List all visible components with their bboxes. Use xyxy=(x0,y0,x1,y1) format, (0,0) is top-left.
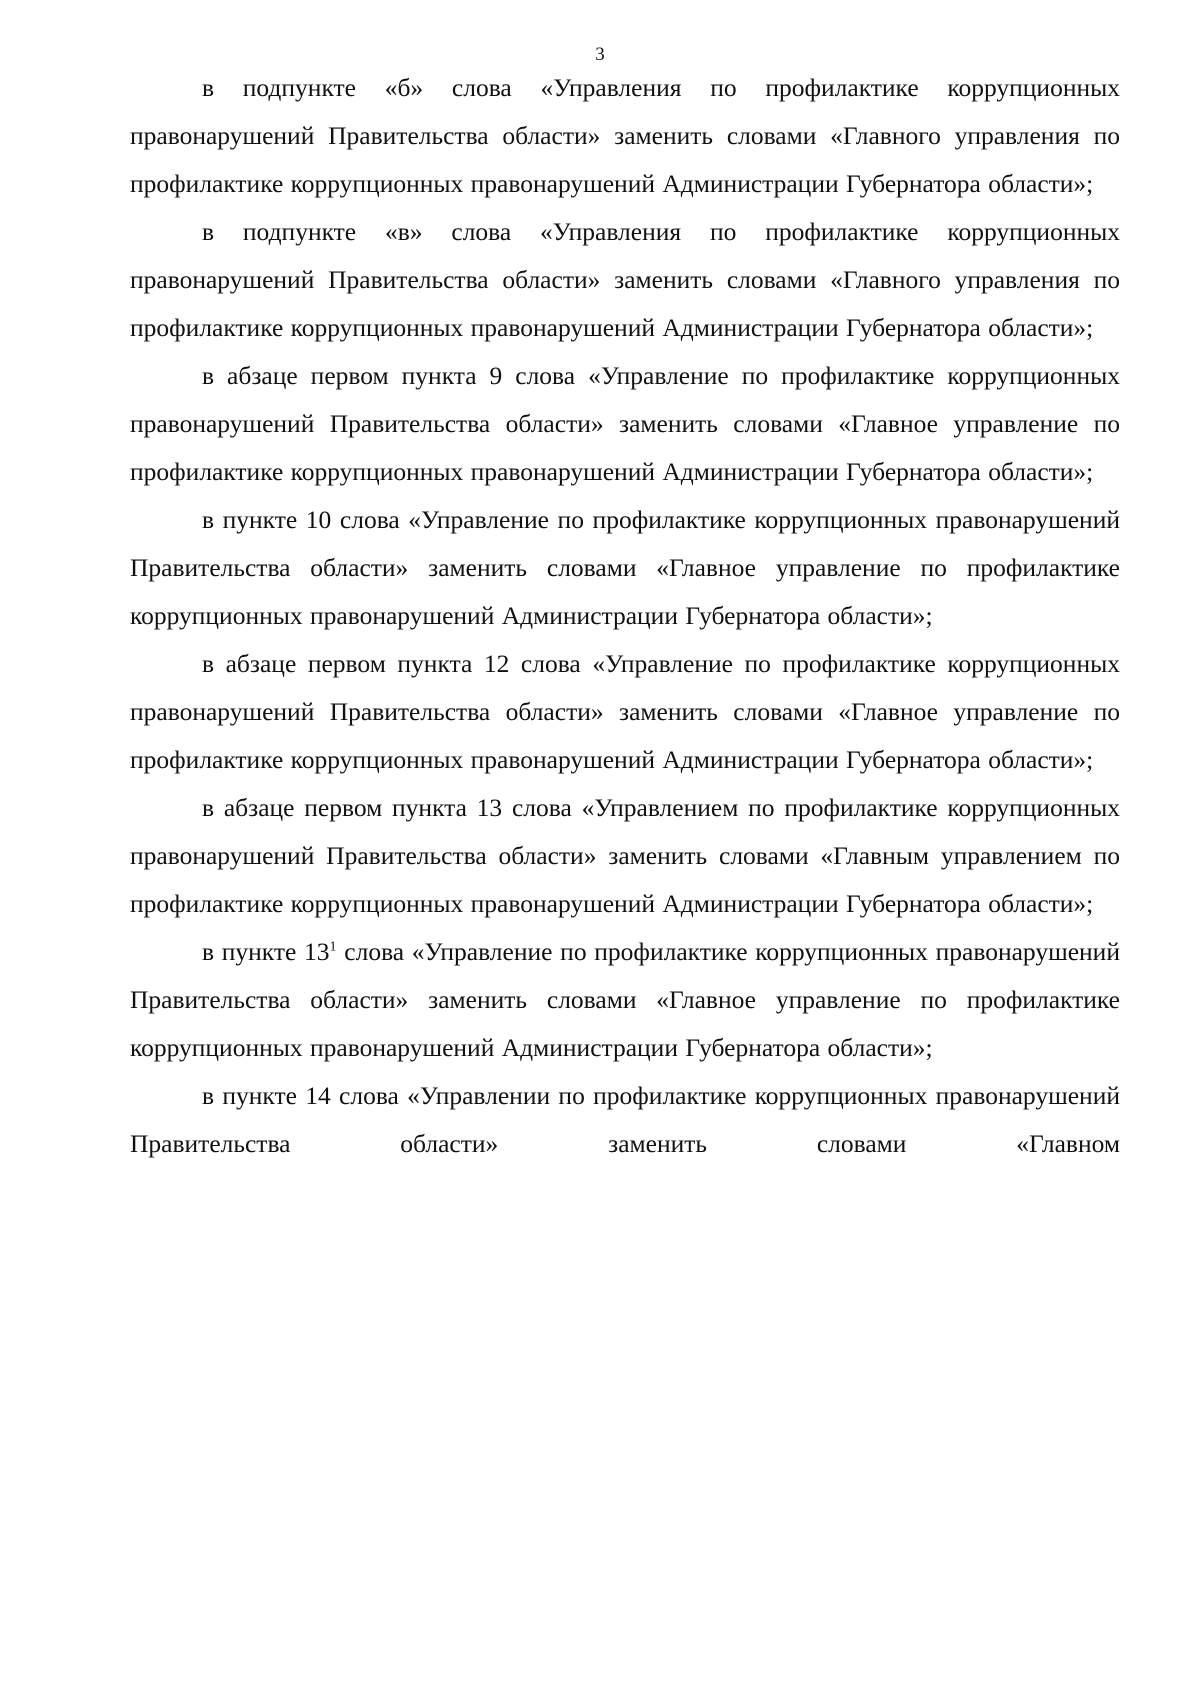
page-number: 3 xyxy=(595,44,605,65)
paragraph-item-9: в абзаце первом пункта 9 слова «Управление по профилактике коррупционных правонарушений Правительства области» заменить словами «Главное управление по профилактике коррупционных правонарушений Администрации Губернатора области»; xyxy=(130,361,1120,486)
superscript-index: 1 xyxy=(329,939,337,955)
document-body xyxy=(130,64,1120,1168)
paragraph-item-12: в абзаце первом пункта 12 слова «Управление по профилактике коррупционных правонарушений Правительства области» заменить словами «Главное управление по профилактике коррупционных правонарушений Администрации Губернатора области»; xyxy=(130,649,1120,774)
paragraph-item-13-1 xyxy=(130,928,1120,1072)
paragraph-item-13-1-lead: в пункте 13 xyxy=(202,937,330,966)
paragraph-subitem-v: в подпункте «в» слова «Управления по профилактике коррупционных правонарушений Правительства области» заменить словами «Главного управления по профилактике коррупционных правонарушений Администрации Губернатора области»; xyxy=(130,217,1120,342)
paragraph-item-13: в абзаце первом пункта 13 слова «Управлением по профилактике коррупционных правонарушений Правительства области» заменить словами «Главным управлением по профилактике коррупционных правонарушений Администрации Губернатора области»; xyxy=(130,793,1120,918)
paragraph-subitem-b: в подпункте «б» слова «Управления по профилактике коррупционных правонарушений Правительства области» заменить словами «Главного управления по профилактике коррупционных правонарушений Администрации Губернатора области»; xyxy=(130,73,1120,198)
paragraph-item-13-1-rest: слова «Управление по профилактике коррупционных правонарушений Правительства области» заменить словами «Главное управление по профилактике коррупционных правонарушений Администрации Губернатора области»; xyxy=(130,937,1120,1062)
paragraph-item-10: в пункте 10 слова «Управление по профилактике коррупционных правонарушений Правительства области» заменить словами «Главное управление по профилактике коррупционных правонарушений Администрации Губернатора области»; xyxy=(130,505,1120,630)
paragraph-item-14: в пункте 14 слова «Управлении по профилактике коррупционных правонарушений Правительства области» заменить словами «Главном xyxy=(130,1081,1120,1158)
